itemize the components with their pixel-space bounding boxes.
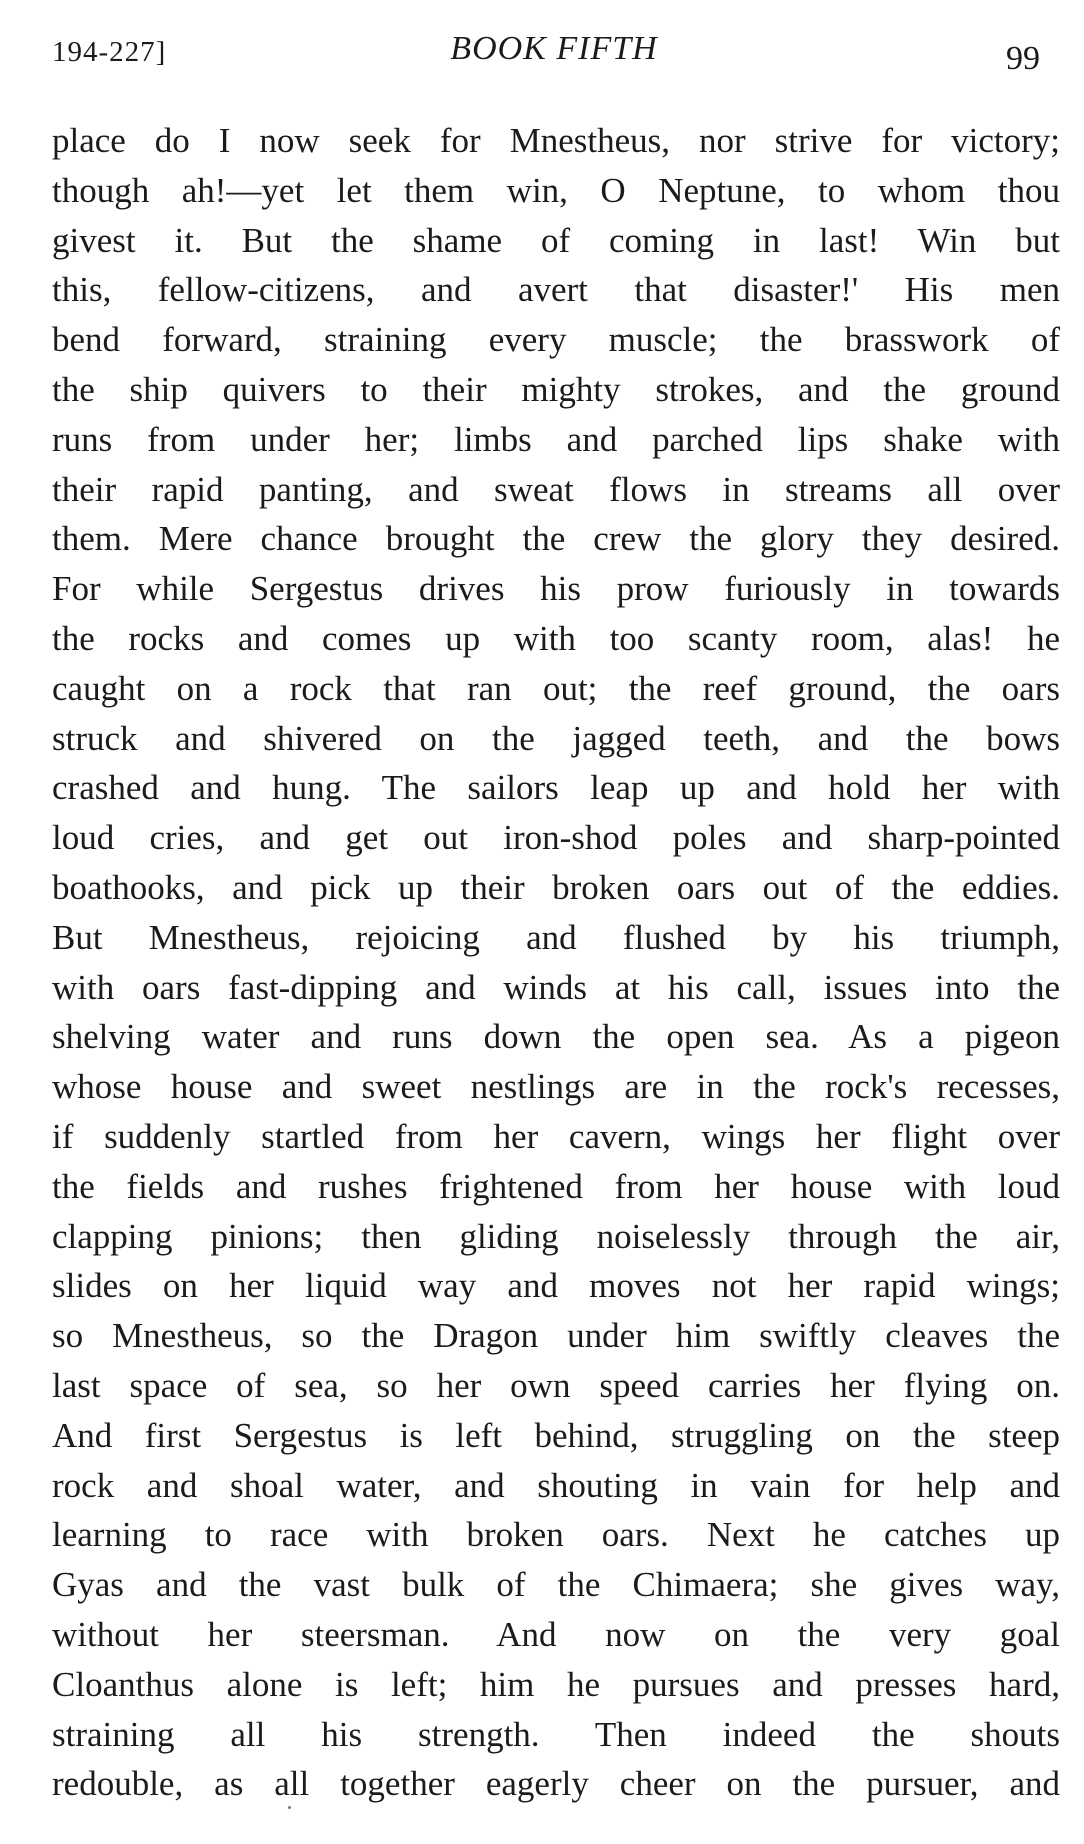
text-line: place do I now seek for Mnestheus, nor strive for victory;	[52, 121, 1060, 160]
text-line: though ah!—yet let them win, O Neptune, to whom thou	[52, 170, 1060, 210]
text-line: last space of sea, so her own speed carries her flying on.	[52, 1365, 1060, 1405]
text-line: with oars fast-dipping and winds at his call, issues into the	[52, 967, 1060, 1007]
text-line: loud cries, and get out iron-shod poles and sharp-pointed	[52, 818, 1060, 858]
text-line: so Mnestheus, so the Dragon under him swiftly cleaves the	[52, 1316, 1060, 1356]
text-line: Cloanthus alone is left; him he pursues and presses hard,	[52, 1664, 1060, 1704]
text-line: the fields and rushes frightened from her house with loud	[52, 1166, 1060, 1206]
text-line: runs from under her; limbs and parched lips shake with	[52, 419, 1060, 459]
text-line: their rapid panting, and sweat flows in streams all over	[52, 469, 1060, 509]
text-line: this, fellow-citizens, and avert that disaster!' His men	[52, 270, 1060, 310]
text-line: learning to race with broken oars. Next he catches up	[52, 1515, 1060, 1555]
text-line: crashed and hung. The sailors leap up and hold her with	[52, 768, 1060, 808]
text-line: redouble, as all together eagerly cheer on the pursuer, and	[52, 1764, 1060, 1804]
text-line: But Mnestheus, rejoicing and flushed by his triumph,	[52, 917, 1060, 957]
text-line: the ship quivers to their mighty strokes, and the ground	[52, 369, 1060, 409]
page-number: 99	[1006, 40, 1040, 77]
text-line: struck and shivered on the jagged teeth, and the bows	[52, 718, 1060, 758]
text-line: givest it. But the shame of coming in last! Win but	[52, 220, 1060, 260]
text-line: without her steersman. And now on the very goal	[52, 1614, 1060, 1654]
text-line: slides on her liquid way and moves not her rapid wings;	[52, 1266, 1060, 1306]
text-line: clapping pinions; then gliding noiselessly through the air,	[52, 1216, 1060, 1256]
text-line: boathooks, and pick up their broken oars out of the eddies.	[52, 867, 1060, 907]
text-line: And first Sergestus is left behind, struggling on the steep	[52, 1415, 1060, 1455]
line-range: 194-227]	[52, 36, 167, 68]
text-line: straining all his strength. Then indeed the shouts	[52, 1714, 1060, 1754]
text-line: Gyas and the vast bulk of the Chimaera; she gives way,	[52, 1565, 1060, 1605]
text-line: rock and shoal water, and shouting in vain for help and	[52, 1465, 1060, 1505]
running-head: BOOK FIFTH	[450, 30, 658, 67]
text-line: if suddenly startled from her cavern, wings her flight over	[52, 1116, 1060, 1156]
body-text	[52, 116, 1060, 1809]
text-line: bend forward, straining every muscle; the brasswork of	[52, 320, 1060, 360]
page-header	[44, 26, 1064, 78]
print-speck	[288, 1806, 291, 1809]
text-line: For while Sergestus drives his prow furiously in towards	[52, 569, 1060, 609]
text-line: whose house and sweet nestlings are in the rock's recesses,	[52, 1067, 1060, 1107]
text-line: them. Mere chance brought the crew the glory they desired.	[52, 519, 1060, 559]
text-line: the rocks and comes up with too scanty room, alas! he	[52, 618, 1060, 658]
text-line: caught on a rock that ran out; the reef ground, the oars	[52, 668, 1060, 708]
text-line: shelving water and runs down the open sea. As a pigeon	[52, 1017, 1060, 1057]
